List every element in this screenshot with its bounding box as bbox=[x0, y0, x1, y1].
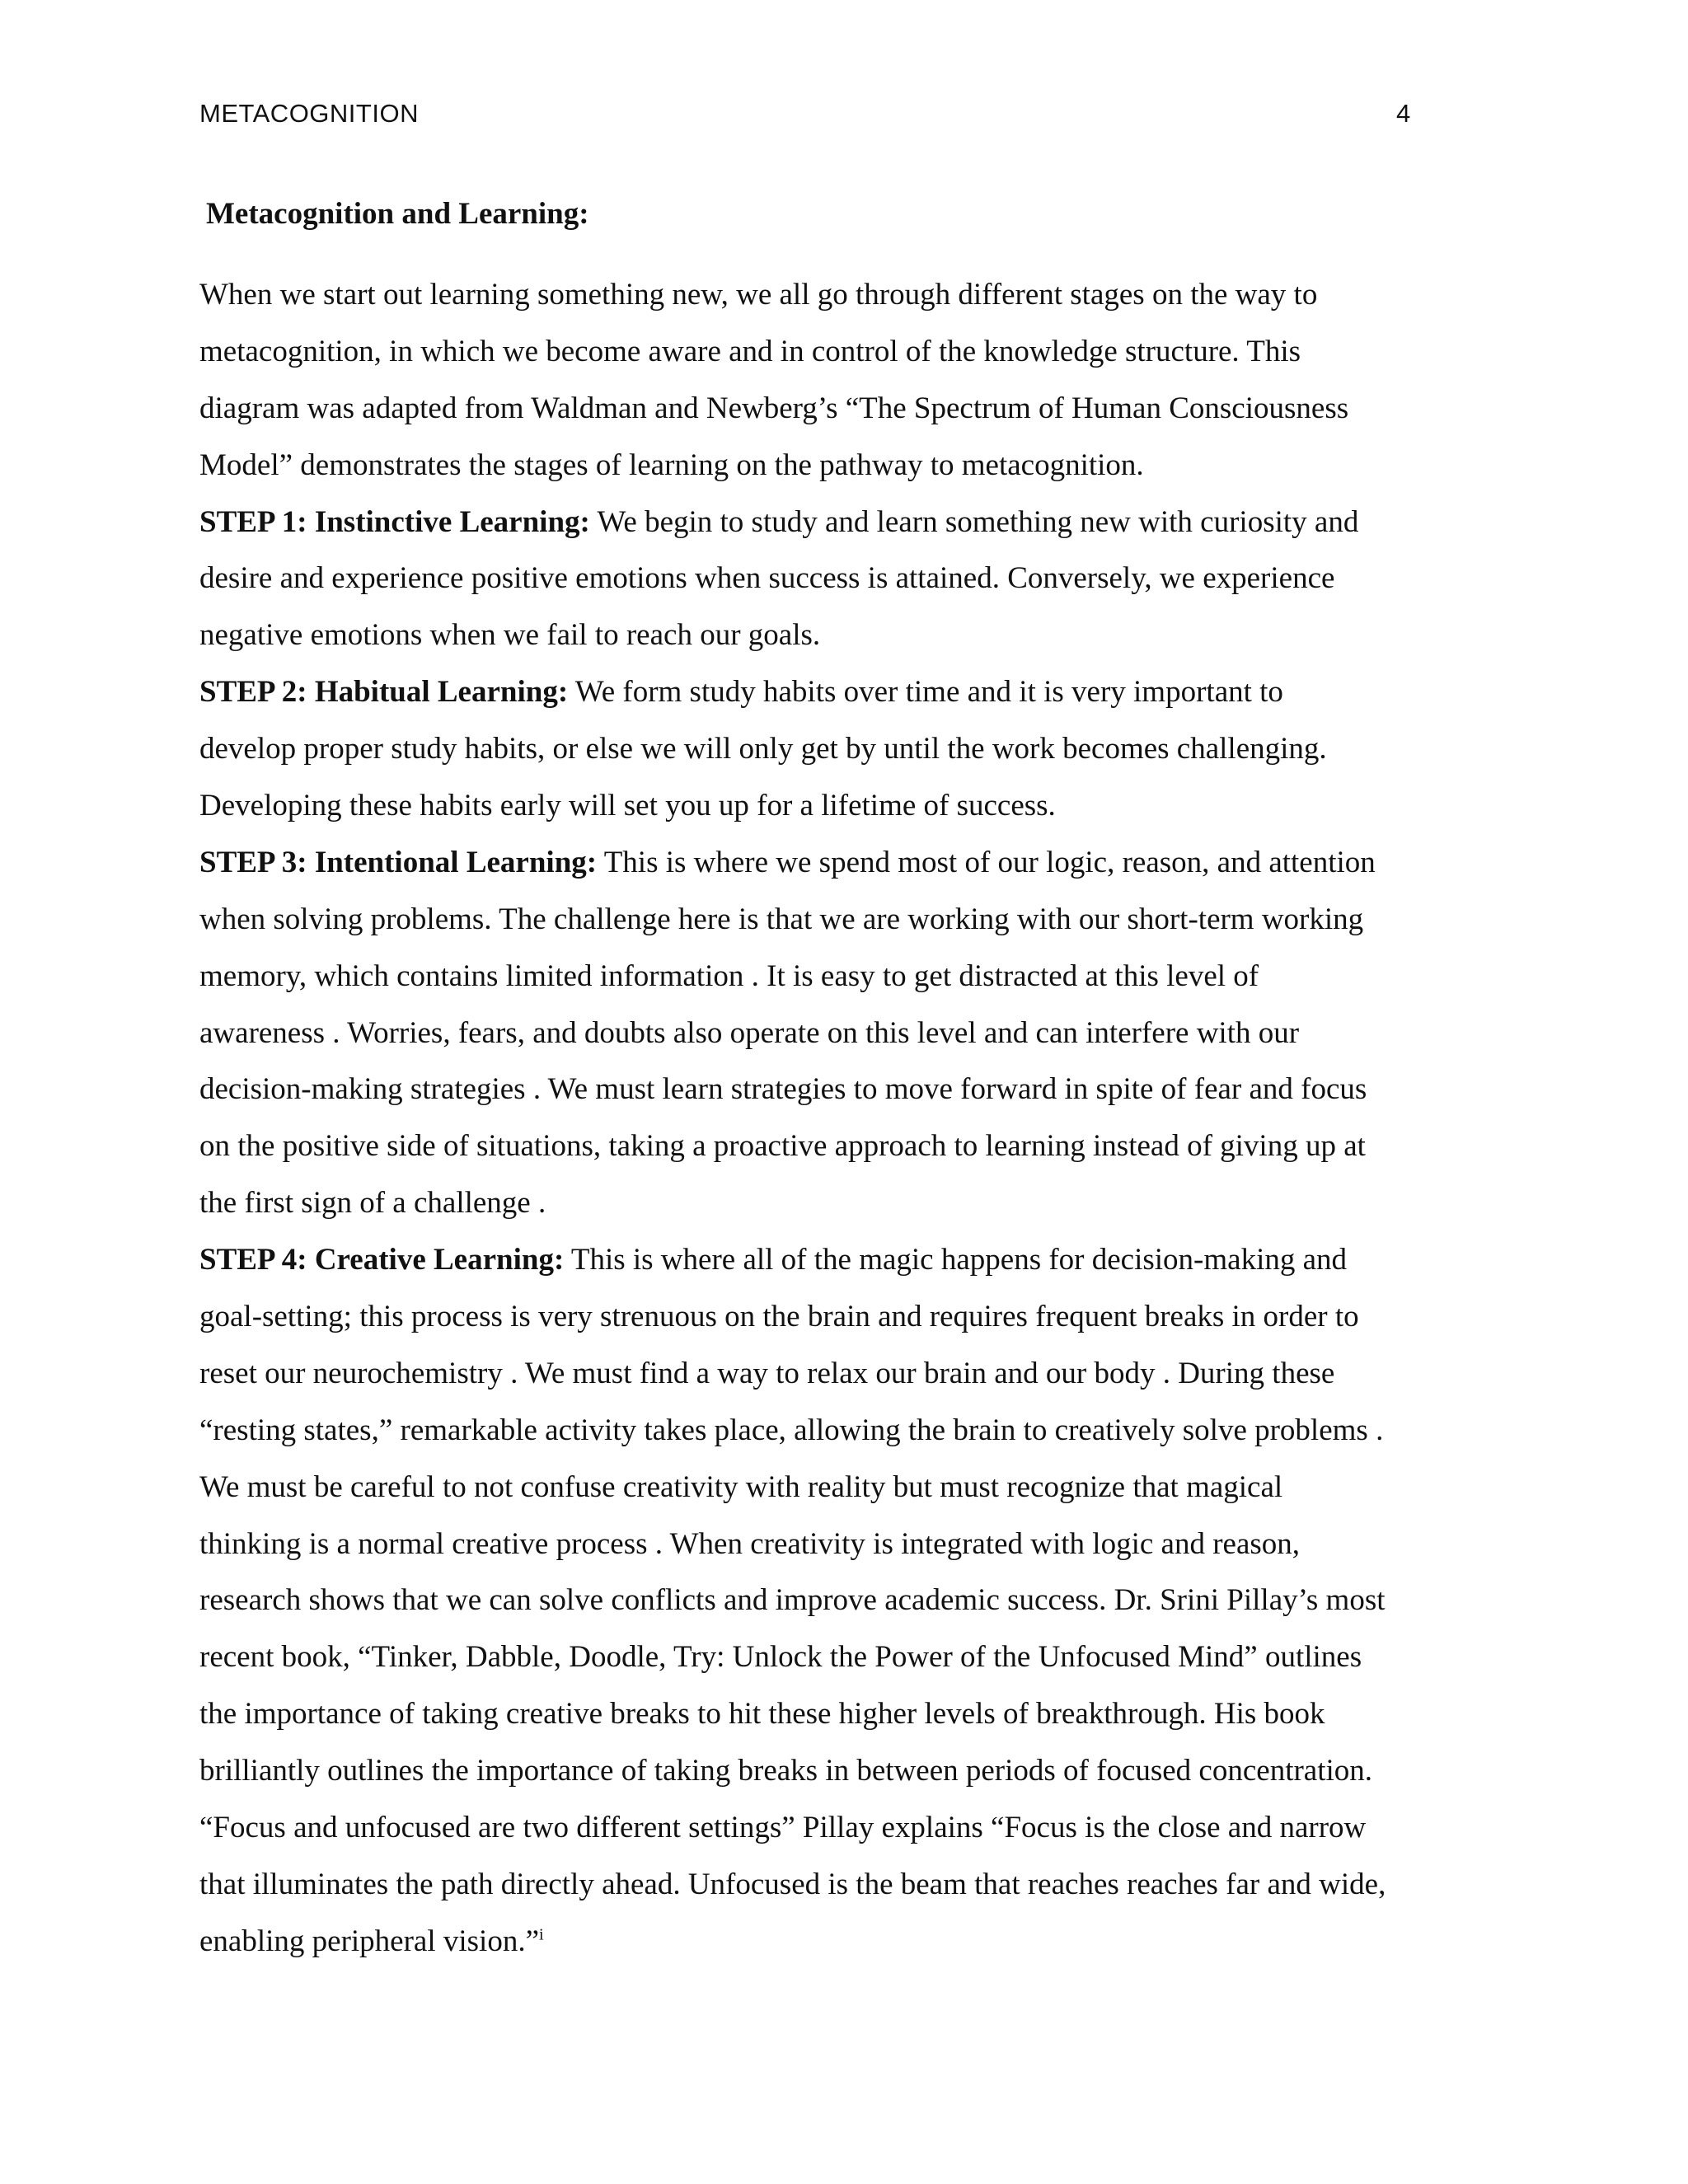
step-4-line: goal-setting; this process is very strenuous on the brain and requires frequent breaks in order to bbox=[199, 1300, 1359, 1334]
step-3-first-line bbox=[199, 835, 1518, 892]
section-heading: Metacognition and Learning: bbox=[206, 197, 589, 231]
step-2-line: develop proper study habits, or else we will only get by until the work becomes challenging. bbox=[199, 732, 1327, 766]
intro-line: When we start out learning something new, we all go through different stages on the way to bbox=[199, 278, 1318, 312]
step-3-text: This is where we spend most of our logic, reason, and attention bbox=[597, 845, 1376, 879]
step-4-line: thinking is a normal creative process . When creativity is integrated with logic and reason, bbox=[199, 1526, 1301, 1561]
step-2-label: STEP 2: Habitual Learning: bbox=[199, 675, 569, 710]
step-3-label: STEP 3: Intentional Learning: bbox=[199, 845, 598, 879]
page-number: 4 bbox=[1396, 99, 1411, 128]
step-3-line: memory, which contains limited information . It is easy to get distracted at this level of bbox=[199, 958, 1259, 993]
step-4-line: “resting states,” remarkable activity takes place, allowing the brain to creatively solve problems . bbox=[199, 1413, 1384, 1447]
step-4-line: “Focus and unfocused are two different settings” Pillay explains “Focus is the close and narrow bbox=[199, 1811, 1367, 1845]
step-4-line: research shows that we can solve conflicts and improve academic success. Dr. Srini Pillay’s most bbox=[199, 1583, 1386, 1618]
step-3-line: on the positive side of situations, taking a proactive approach to learning instead of giving up at bbox=[199, 1129, 1366, 1164]
step-1-first-line bbox=[199, 494, 1518, 551]
step-3-line: the first sign of a challenge . bbox=[199, 1186, 546, 1221]
endnote-marker[interactable]: i bbox=[539, 1925, 544, 1944]
step-4-text: This is where all of the magic happens for decision-making and bbox=[564, 1243, 1348, 1277]
step-4-line: brilliantly outlines the importance of taking breaks in between periods of focused concentration. bbox=[199, 1754, 1373, 1788]
step-4-label: STEP 4: Creative Learning: bbox=[199, 1243, 565, 1277]
step-1-label: STEP 1: Instinctive Learning: bbox=[199, 504, 590, 539]
step-2-text: We form study habits over time and it is very important to bbox=[568, 675, 1283, 710]
step-4-line: recent book, “Tinker, Dabble, Doodle, Try: Unlock the Power of the Unfocused Mind” outlines bbox=[199, 1640, 1362, 1675]
body-text bbox=[199, 267, 1518, 1971]
running-head: METACOGNITION bbox=[199, 99, 419, 128]
step-2-first-line bbox=[199, 664, 1518, 721]
step-4-last-line bbox=[199, 1914, 1518, 1971]
step-4-line: the importance of taking creative breaks to hit these higher levels of breakthrough. His book bbox=[199, 1697, 1325, 1732]
step-2-line: Developing these habits early will set you up for a lifetime of success. bbox=[199, 789, 1056, 823]
step-3-line: awareness . Worries, fears, and doubts also operate on this level and can interfere with our bbox=[199, 1015, 1300, 1050]
step-4-line: reset our neurochemistry . We must find a way to relax our brain and our body . During these bbox=[199, 1356, 1335, 1390]
step-1-text: We begin to study and learn something new with curiosity and bbox=[589, 504, 1359, 539]
intro-line: Model” demonstrates the stages of learning on the pathway to metacognition. bbox=[199, 448, 1144, 482]
step-3-line: decision-making strategies . We must learn strategies to move forward in spite of fear and focus bbox=[199, 1072, 1367, 1107]
step-1-line: negative emotions when we fail to reach our goals. bbox=[199, 618, 821, 653]
step-4-first-line bbox=[199, 1232, 1518, 1289]
intro-line: metacognition, in which we become aware and in control of the knowledge structure. This bbox=[199, 334, 1301, 368]
intro-line: diagram was adapted from Waldman and Newberg’s “The Spectrum of Human Consciousness bbox=[199, 391, 1349, 425]
step-4-line: We must be careful to not confuse creativity with reality but must recognize that magical bbox=[199, 1469, 1283, 1504]
step-4-line: that illuminates the path directly ahead. Unfocused is the beam that reaches reaches far and wide, bbox=[199, 1867, 1386, 1901]
step-4-closing-text: enabling peripheral vision.” bbox=[199, 1924, 540, 1958]
step-3-line: when solving problems. The challenge here is that we are working with our short-term working bbox=[199, 902, 1364, 936]
step-1-line: desire and experience positive emotions when success is attained. Conversely, we experience bbox=[199, 561, 1335, 596]
